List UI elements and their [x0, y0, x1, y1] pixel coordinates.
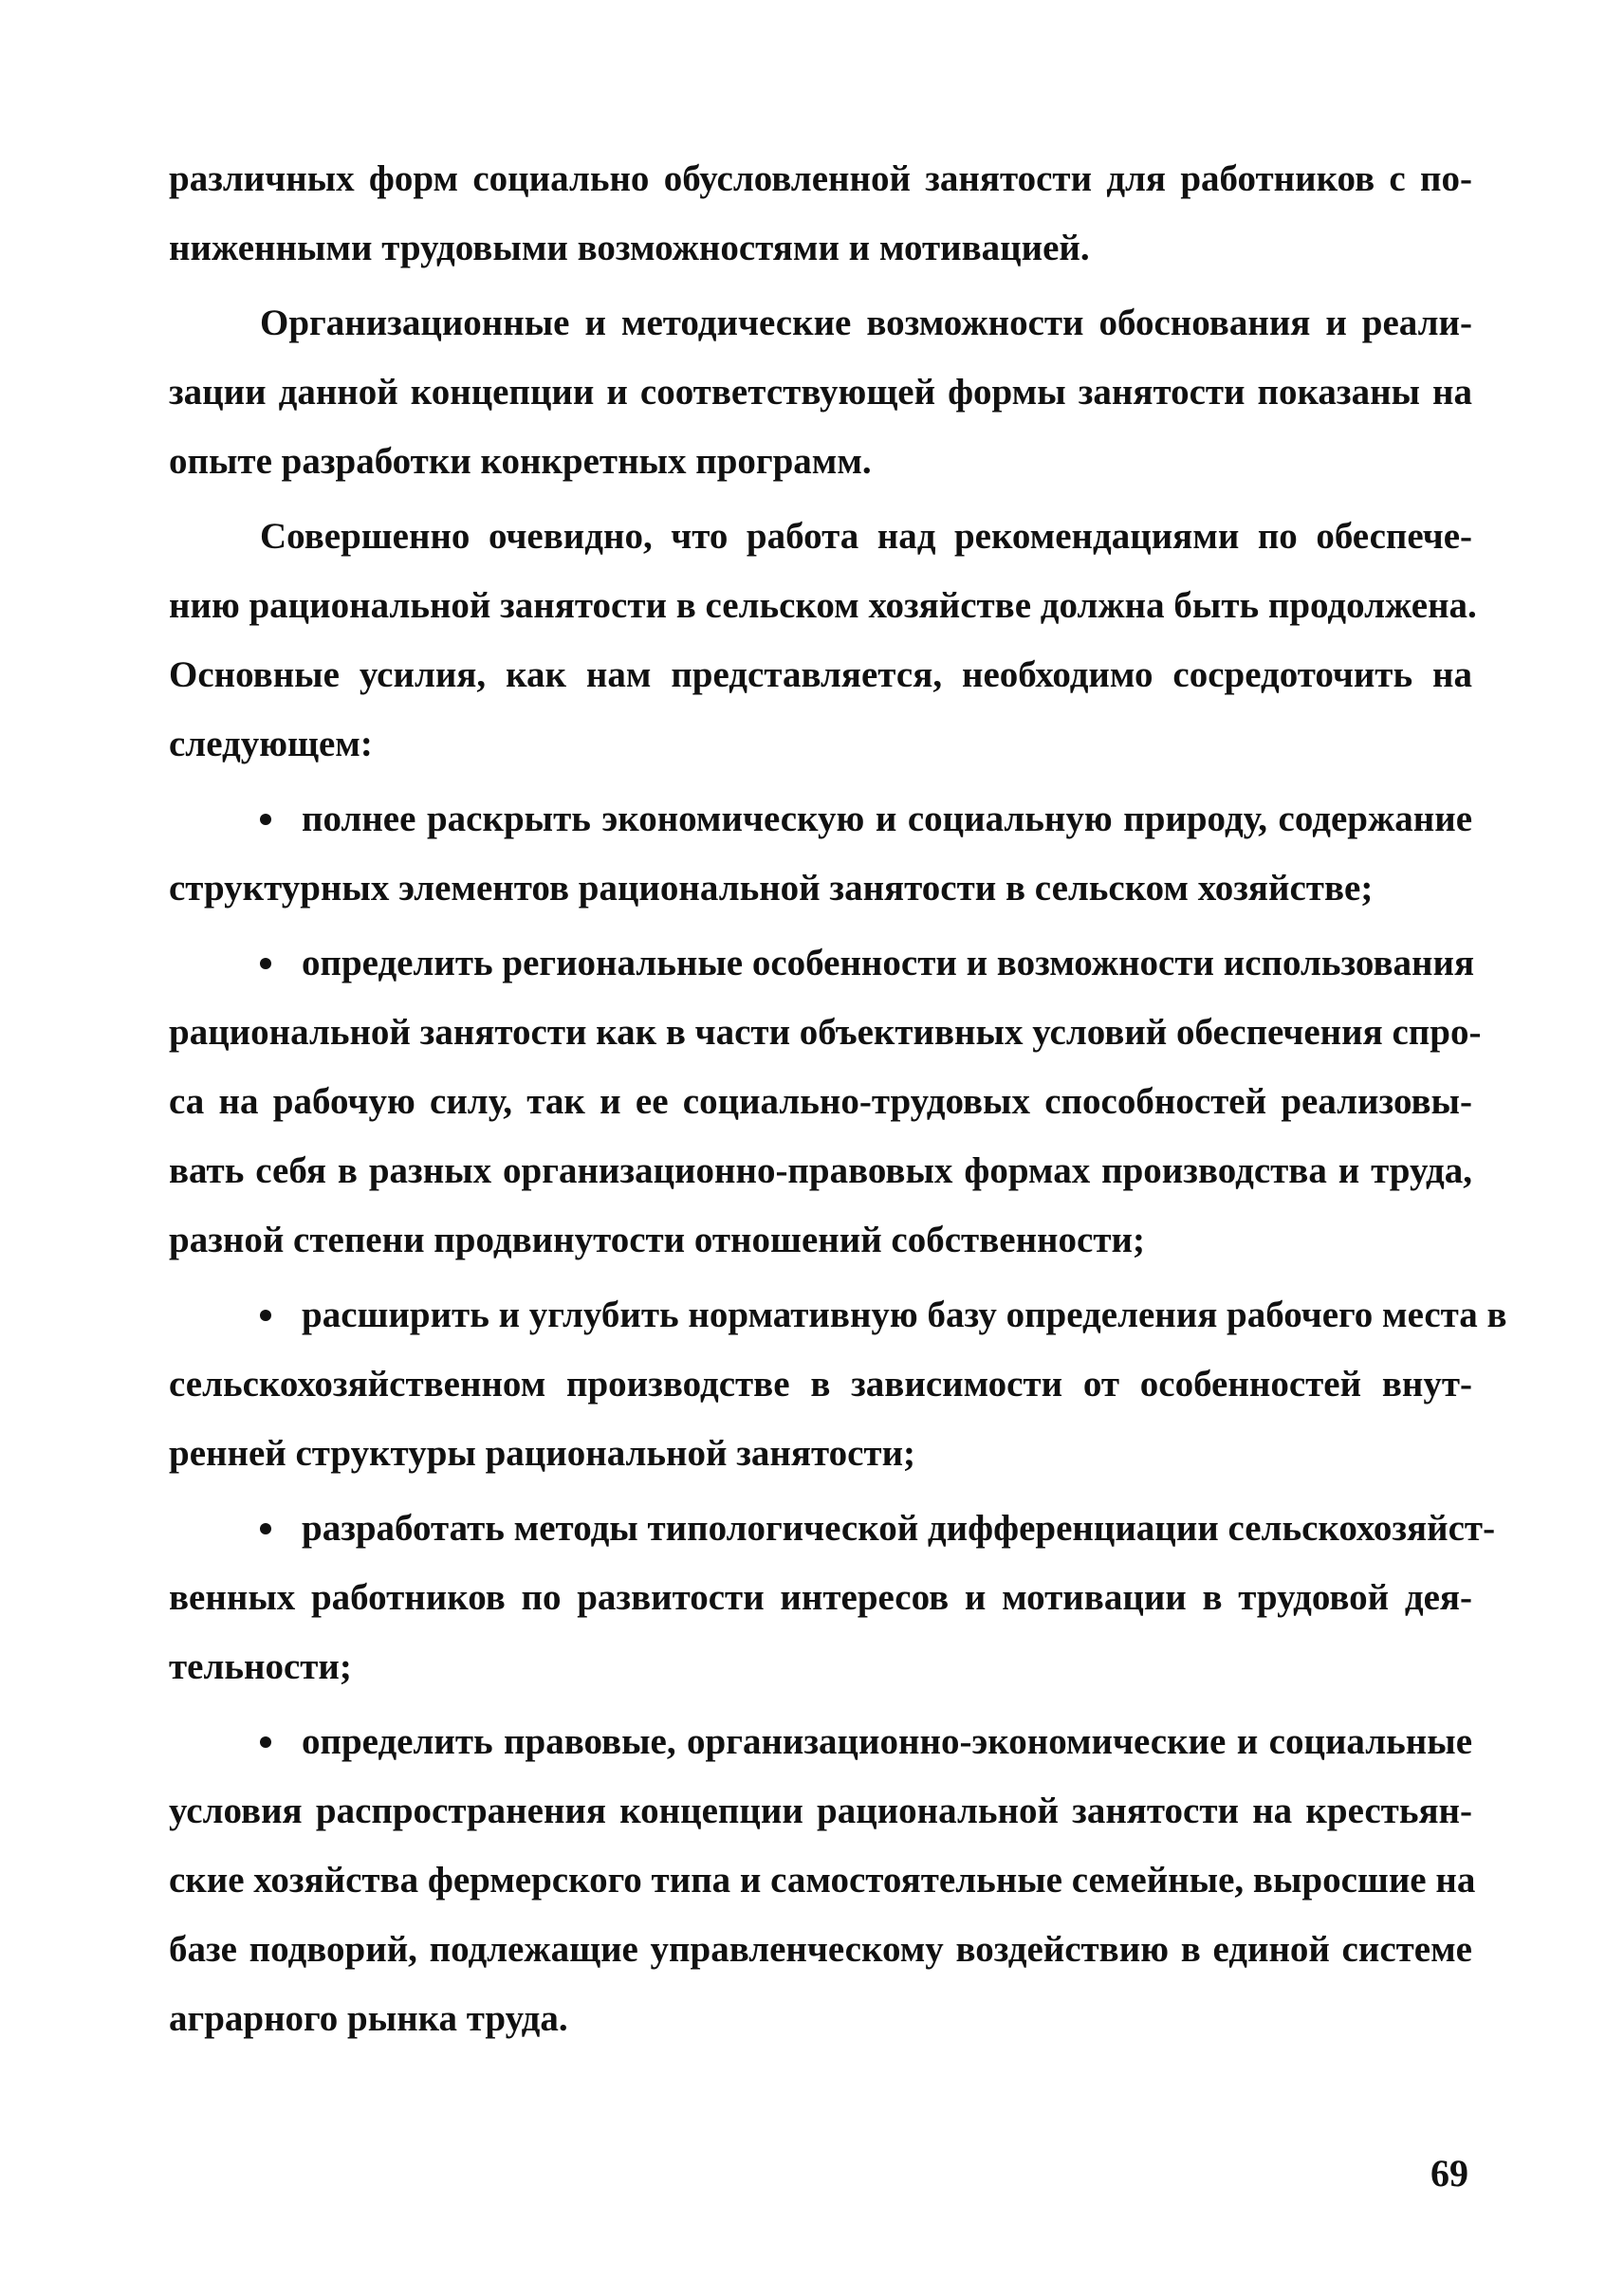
bullet-icon [260, 814, 271, 825]
bullet-text: расширить и углубить нормативную базу определения рабочего места в [302, 1295, 1507, 1335]
body-text [169, 144, 1507, 2053]
text-line: условия распространения концепции рациональной занятости на крестьян- [169, 1791, 1472, 1831]
text-line: разной степени продвинутости отношений собственности; [169, 1220, 1145, 1260]
text-line: следующем: [169, 724, 373, 764]
text-line: опыте разработки конкретных программ. [169, 441, 872, 482]
text-line: сельскохозяйственном производстве в зависимости от особенностей внут- [169, 1364, 1472, 1405]
text-line: структурных элементов рациональной занятости в сельском хозяйстве; [169, 868, 1374, 909]
bullet-icon [260, 1310, 271, 1321]
text-line: базе подворий, подлежащие управленческому воздействию в единой системе [169, 1929, 1472, 1970]
text-line: зации данной концепции и соответствующей формы занятости показаны на [169, 372, 1472, 413]
bullet-item [169, 1707, 1476, 2053]
text-line: са на рабочую силу, так и ее социально-трудовых способностей реализовы- [169, 1081, 1472, 1122]
bullet-item [169, 1494, 1496, 1701]
text-line: различных форм социально обусловленной занятости для работников с по- [169, 158, 1472, 199]
bullet-icon [260, 958, 271, 969]
bullet-text: полнее раскрыть экономическую и социальную природу, содержание [302, 799, 1472, 839]
text-line [169, 928, 1475, 998]
text-line: вать себя в разных организационно-правовых формах производства и труда, [169, 1150, 1472, 1191]
paragraph [169, 144, 1472, 283]
text-line: рациональной занятости как в части объективных условий обеспечения спро- [169, 1012, 1482, 1053]
text-line [169, 784, 1472, 854]
text-line [169, 1707, 1472, 1776]
bullet-item [169, 928, 1482, 1275]
text-line: Совершенно очевидно, что работа над рекомендациями по обеспече- [260, 516, 1472, 557]
text-line: ские хозяйства фермерского типа и самостоятельные семейные, выросшие на [169, 1860, 1476, 1901]
bullet-item [169, 784, 1472, 923]
text-line: Основные усилия, как нам представляется, необходимо сосредоточить на [169, 654, 1472, 695]
paragraph [169, 288, 1472, 496]
text-line: Организационные и методические возможности обоснования и реали- [260, 303, 1472, 343]
text-line [169, 1280, 1507, 1350]
paragraph [169, 502, 1477, 779]
text-line: нию рациональной занятости в сельском хозяйстве должна быть продолжена. [169, 585, 1477, 626]
text-line: ренней структуры рациональной занятости; [169, 1433, 916, 1474]
bullet-item [169, 1280, 1507, 1488]
text-line: тельности; [169, 1646, 352, 1687]
text-line: ниженными трудовыми возможностями и мотивацией. [169, 228, 1090, 268]
bullet-text: разработать методы типологической дифференциации сельскохозяйст- [302, 1508, 1496, 1549]
bullet-text: определить правовые, организационно-экономические и социальные [302, 1721, 1472, 1762]
bullet-icon [260, 1523, 271, 1534]
text-line: венных работников по развитости интересов и мотивации в трудовой дея- [169, 1577, 1472, 1618]
page-number: 69 [1430, 2152, 1468, 2195]
bullet-icon [260, 1736, 271, 1748]
text-line [169, 1494, 1496, 1563]
bullet-text: определить региональные особенности и возможности использования [302, 943, 1475, 983]
text-line: аграрного рынка труда. [169, 1998, 568, 2039]
